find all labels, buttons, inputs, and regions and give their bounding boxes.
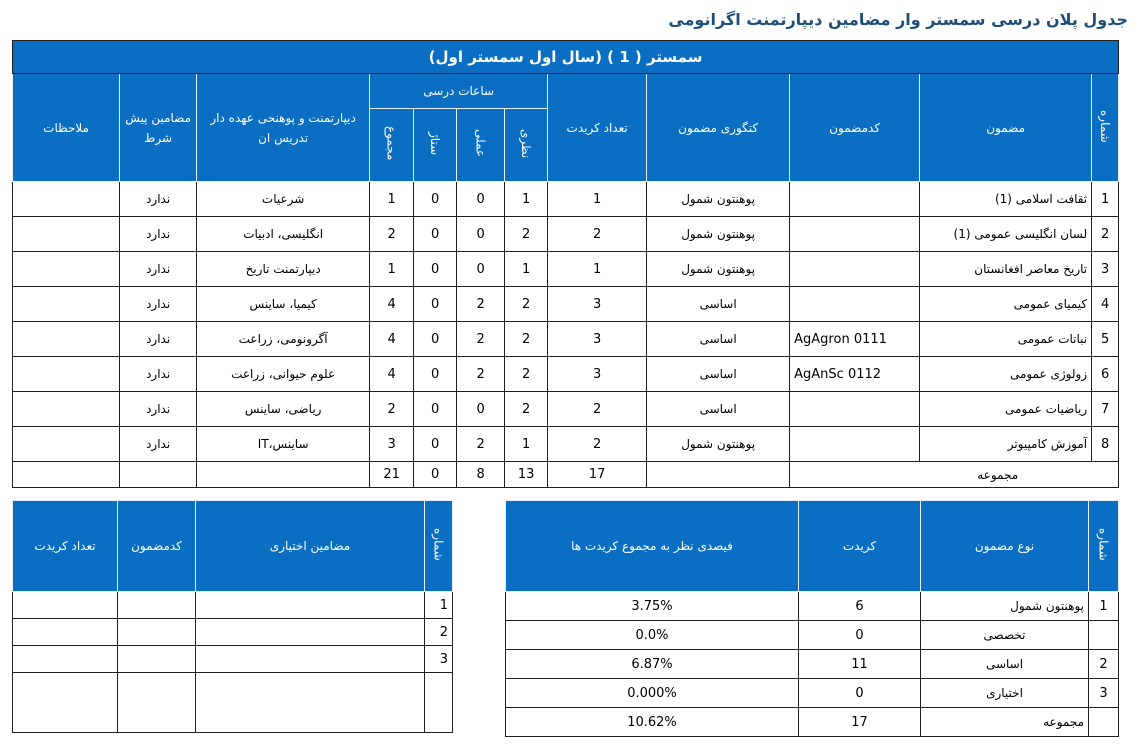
credit-summary-table [505,500,1119,737]
row-category: اساسی [647,392,790,427]
row-number: 2 [1092,217,1119,252]
row-theory: 1 [505,427,548,462]
row-prerequisite: ندارد [120,322,197,357]
summary-row-type: اختیاری [921,679,1089,708]
row-subject: آموزش کامپیوتر [920,427,1092,462]
summary-row-number [1089,621,1119,650]
summary-row-credits: 0 [799,679,921,708]
row-practical: 0 [457,392,505,427]
elective-row-credits [13,646,118,673]
row-department: کیمیا، ساینس [197,287,370,322]
elective-row-number: 3 [425,646,453,673]
elective-row-subject [196,673,425,733]
table-row [13,322,1119,357]
table-row [13,217,1119,252]
elective-row-code [118,619,196,646]
row-code [790,217,920,252]
summary-row-type: اساسی [921,650,1089,679]
row-remarks [13,182,120,217]
page-title: جدول پلان درسی سمستر وار مضامین دیپارتمنت اگرانومی [668,10,1128,29]
row-department: دیپارتمنت تاریخ [197,252,370,287]
row-category: پوهنتون شمول [647,217,790,252]
summary-row-percent: 6.87% [506,650,799,679]
row-theory: 2 [505,322,548,357]
row-credits: 2 [548,427,647,462]
row-prerequisite: ندارد [120,357,197,392]
row-code [790,182,920,217]
elective-row-subject [196,646,425,673]
elective-row-credits [13,673,118,733]
row-number: 7 [1092,392,1119,427]
semester-curriculum-table [12,40,1119,488]
elective-row-number [425,673,453,733]
summary-row-credits: 11 [799,650,921,679]
totals-theory: 13 [505,462,548,488]
row-code: AgAgron 0111 [790,322,920,357]
row-remarks [13,427,120,462]
table-row [13,182,1119,217]
row-credits: 3 [548,357,647,392]
row-total: 2 [370,392,414,427]
row-prerequisite: ندارد [120,427,197,462]
row-credits: 1 [548,252,647,287]
header-practical: عملی [457,109,505,182]
totals-row [13,462,1119,488]
table-row [13,592,453,619]
summary-header-type: نوع مضمون [921,501,1089,592]
row-practical: 2 [457,287,505,322]
summary-row-number: 3 [1089,679,1119,708]
row-credits: 3 [548,322,647,357]
header-prerequisite: مضامین پیش شرط [120,74,197,182]
row-practical: 2 [457,357,505,392]
elective-row-code [118,673,196,733]
row-number: 4 [1092,287,1119,322]
summary-row-credits: 0 [799,621,921,650]
row-prerequisite: ندارد [120,217,197,252]
row-remarks [13,287,120,322]
row-internship: 0 [414,182,457,217]
header-category: کتگوری مضمون [647,74,790,182]
row-practical: 2 [457,427,505,462]
totals-internship: 0 [414,462,457,488]
totals-empty [197,462,370,488]
row-theory: 2 [505,392,548,427]
row-department: علوم حیوانی، زراعت [197,357,370,392]
row-theory: 2 [505,217,548,252]
row-department: شرعیات [197,182,370,217]
row-subject: ثقافت اسلامی (1) [920,182,1092,217]
totals-empty [13,462,120,488]
table-row [13,673,453,733]
header-credits: تعداد کریدت [548,74,647,182]
header-remarks: ملاحظات [13,74,120,182]
row-subject: زولوژی عمومی [920,357,1092,392]
row-remarks [13,252,120,287]
summary-totals-row [506,708,1119,737]
row-credits: 2 [548,392,647,427]
row-department: ساینس،IT [197,427,370,462]
table-row [506,592,1119,621]
row-practical: 2 [457,322,505,357]
summary-totals-credits: 17 [799,708,921,737]
row-category: اساسی [647,287,790,322]
row-total: 2 [370,217,414,252]
row-remarks [13,357,120,392]
row-number: 3 [1092,252,1119,287]
summary-totals-label: مجموعه [921,708,1089,737]
row-number: 8 [1092,427,1119,462]
header-total: مجموع [370,109,414,182]
elective-row-code [118,646,196,673]
table-row [506,621,1119,650]
summary-row-number: 1 [1089,592,1119,621]
row-subject: نباتات عمومی [920,322,1092,357]
table-row [13,646,453,673]
row-credits: 1 [548,182,647,217]
row-internship: 0 [414,322,457,357]
row-code [790,427,920,462]
row-code [790,287,920,322]
row-number: 6 [1092,357,1119,392]
summary-totals-percent: 10.62% [506,708,799,737]
header-subject: مضمون [920,74,1092,182]
row-code [790,252,920,287]
summary-row-type: پوهنتون شمول [921,592,1089,621]
row-total: 1 [370,182,414,217]
table-row [13,392,1119,427]
row-subject: ریاضیات عمومی [920,392,1092,427]
summary-row-percent: 0.0% [506,621,799,650]
row-total: 4 [370,322,414,357]
row-internship: 0 [414,287,457,322]
row-theory: 2 [505,287,548,322]
table-row [506,679,1119,708]
summary-totals-empty [1089,708,1119,737]
row-practical: 0 [457,182,505,217]
row-theory: 1 [505,182,548,217]
row-code [790,392,920,427]
row-subject: تاریخ معاصر افغانستان [920,252,1092,287]
row-department: آگرونومی، زراعت [197,322,370,357]
summary-row-percent: 0.000% [506,679,799,708]
row-internship: 0 [414,252,457,287]
row-practical: 0 [457,252,505,287]
row-credits: 2 [548,217,647,252]
totals-label: مجموعه [790,462,1119,488]
summary-header-percent: فیصدی نظر به مجموع کریدت ها [506,501,799,592]
row-practical: 0 [457,217,505,252]
row-category: پوهنتون شمول [647,182,790,217]
row-total: 1 [370,252,414,287]
row-internship: 0 [414,357,457,392]
row-number: 1 [1092,182,1119,217]
row-prerequisite: ندارد [120,287,197,322]
row-theory: 1 [505,252,548,287]
summary-row-credits: 6 [799,592,921,621]
header-department: دیپارتمنت و پوهنحی عهده دار تدریس ان [197,74,370,182]
totals-empty [120,462,197,488]
row-subject: کیمیای عمومی [920,287,1092,322]
semester-banner: سمستر ( 1 ) (سال اول سمستر اول) [13,41,1119,74]
row-internship: 0 [414,392,457,427]
row-category: پوهنتون شمول [647,252,790,287]
elective-row-number: 2 [425,619,453,646]
totals-credits: 17 [548,462,647,488]
elective-header-number: شماره [425,501,453,592]
header-number: شماره [1092,74,1119,182]
row-prerequisite: ندارد [120,392,197,427]
row-category: اساسی [647,357,790,392]
elective-row-subject [196,592,425,619]
table-row [13,357,1119,392]
row-subject: لسان انگلیسی عمومی (1) [920,217,1092,252]
elective-row-subject [196,619,425,646]
row-theory: 2 [505,357,548,392]
summary-row-number: 2 [1089,650,1119,679]
totals-total: 21 [370,462,414,488]
table-row [13,287,1119,322]
row-remarks [13,392,120,427]
row-department: انگلیسی، ادبیات [197,217,370,252]
row-remarks [13,322,120,357]
row-department: ریاضی، ساینس [197,392,370,427]
table-row [13,427,1119,462]
header-theory: نظری [505,109,548,182]
summary-header-number: شماره [1089,501,1119,592]
row-code: AgAnSc 0112 [790,357,920,392]
row-prerequisite: ندارد [120,252,197,287]
header-hours-group: ساعات درسی [370,74,548,109]
totals-practical: 8 [457,462,505,488]
elective-subjects-table [12,500,453,733]
row-total: 4 [370,357,414,392]
elective-row-number: 1 [425,592,453,619]
row-remarks [13,217,120,252]
table-row [506,650,1119,679]
row-category: پوهنتون شمول [647,427,790,462]
elective-row-credits [13,619,118,646]
elective-header-credits: تعداد کریدت [13,501,118,592]
row-total: 4 [370,287,414,322]
table-row [13,252,1119,287]
totals-empty [647,462,790,488]
row-prerequisite: ندارد [120,182,197,217]
elective-header-subject: مضامین اختیاری [196,501,425,592]
summary-row-type: تخصصی [921,621,1089,650]
row-category: اساسی [647,322,790,357]
row-number: 5 [1092,322,1119,357]
elective-row-code [118,592,196,619]
elective-row-credits [13,592,118,619]
row-internship: 0 [414,427,457,462]
table-row [13,619,453,646]
summary-header-credits: کریدت [799,501,921,592]
row-total: 3 [370,427,414,462]
summary-row-percent: 3.75% [506,592,799,621]
header-internship: ستاژ [414,109,457,182]
row-credits: 3 [548,287,647,322]
header-subject-code: کدمضمون [790,74,920,182]
row-internship: 0 [414,217,457,252]
elective-header-code: کدمضمون [118,501,196,592]
